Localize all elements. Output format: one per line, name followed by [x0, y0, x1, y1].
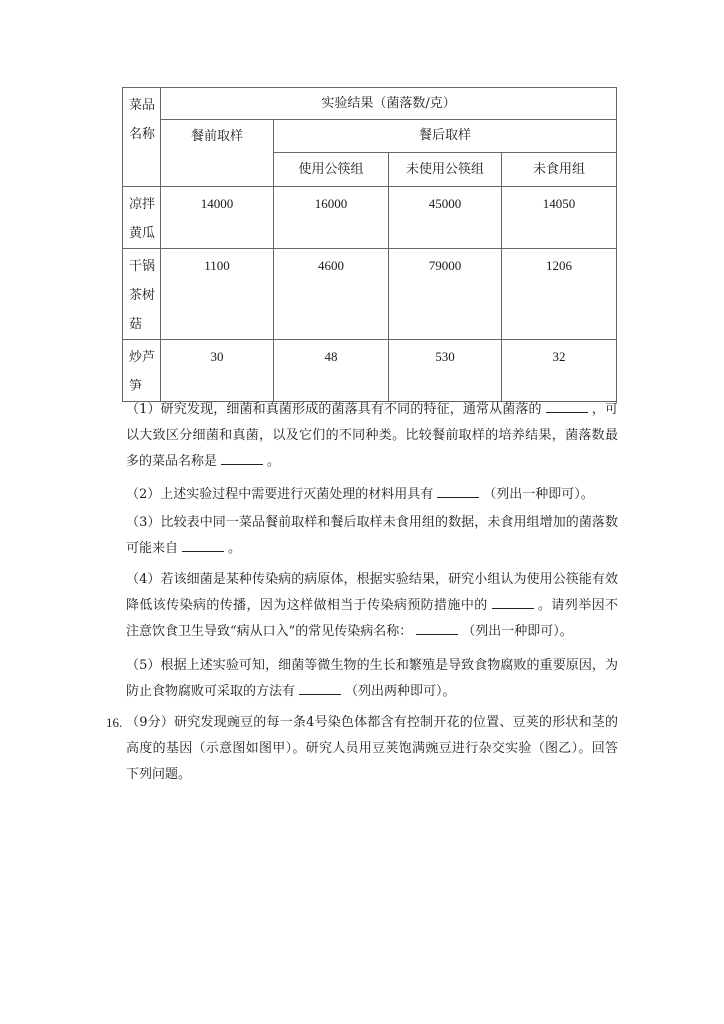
question-text: （列出两种即可）。	[345, 684, 456, 699]
header-after-meal: 餐后取样	[274, 120, 617, 153]
table-row	[123, 340, 617, 402]
question-text: （3）比较表中同一菜品餐前取样和餐后取样未食用组的数据，未食用组增加的菌落数可能来自	[126, 515, 618, 556]
header-before-meal: 餐前取样	[161, 120, 274, 187]
answer-blank[interactable]	[416, 622, 458, 635]
header-dish-name: 菜品名称	[123, 88, 161, 187]
answer-blank[interactable]	[299, 682, 341, 695]
header-not-eaten: 未食用组	[502, 153, 617, 187]
answer-blank[interactable]	[182, 539, 224, 552]
header-no-public-chopsticks: 未使用公筷组	[389, 153, 502, 187]
question-text: （2）上述实验过程中需要进行灭菌处理的材料用具有	[126, 487, 434, 502]
cell-value: 16000	[274, 187, 389, 249]
question-text: （5）根据上述实验可知，细菌等微生物的生长和繁殖是导致食物腐败的重要原因，为防止食物腐败可采取的方法有	[126, 658, 618, 699]
cell-value: 530	[389, 340, 502, 402]
question-text: ，可以大致区分细菌和真菌，以及它们的不同种类。比较餐前取样的培养结果，菌落数最多的菜品名称是	[126, 402, 618, 469]
cell-value: 14050	[502, 187, 617, 249]
cell-value: 32	[502, 340, 617, 402]
header-results: 实验结果（菌落数/克）	[161, 88, 617, 120]
row-dish-name: 凉拌黄瓜	[123, 187, 161, 249]
table-row	[123, 187, 617, 249]
cell-value: 30	[161, 340, 274, 402]
cell-value: 48	[274, 340, 389, 402]
table-row	[123, 249, 617, 340]
question-text: 。请列举因不注意饮食卫生导致“病从口入”的常见传染病名称：	[126, 598, 618, 639]
question-4	[126, 567, 618, 645]
answer-blank[interactable]	[546, 400, 588, 413]
question-text: （4）若该细菌是某种传染病的病原体，根据实验结果，研究小组认为使用公筷能有效降低该传染病的传播，因为这样做相当于传染病预防措施中的	[126, 572, 618, 613]
question-text: （1）研究发现，细菌和真菌形成的菌落具有不同的特征，通常从菌落的	[126, 402, 542, 417]
cell-value: 4600	[274, 249, 389, 340]
cell-value: 1206	[502, 249, 617, 340]
question-text: （9分）研究发现豌豆的每一条4号染色体都含有控制开花的位置、豆荚的形状和茎的高度的基因（示意图如图甲）。研究人员用豆荚饱满豌豆进行杂交实验（图乙）。回答下列问题。	[126, 715, 618, 782]
answer-blank[interactable]	[492, 596, 534, 609]
answer-blank[interactable]	[437, 485, 479, 498]
cell-value: 45000	[389, 187, 502, 249]
row-dish-name: 炒芦笋	[123, 340, 161, 402]
question-number: 16.	[106, 715, 123, 730]
row-dish-name: 干锅茶树菇	[123, 249, 161, 340]
question-3	[126, 510, 618, 562]
question-16	[126, 710, 618, 788]
answer-blank[interactable]	[221, 452, 263, 465]
results-table	[122, 87, 617, 402]
question-text: 。	[228, 541, 242, 556]
cell-value: 79000	[389, 249, 502, 340]
question-text: （列出一种即可）。	[462, 624, 573, 639]
question-1	[126, 397, 618, 475]
question-text: 。	[267, 454, 281, 469]
question-5	[126, 653, 618, 705]
cell-value: 14000	[161, 187, 274, 249]
cell-value: 1100	[161, 249, 274, 340]
header-public-chopsticks: 使用公筷组	[274, 153, 389, 187]
question-2	[126, 482, 618, 508]
question-text: （列出一种即可）。	[483, 487, 594, 502]
